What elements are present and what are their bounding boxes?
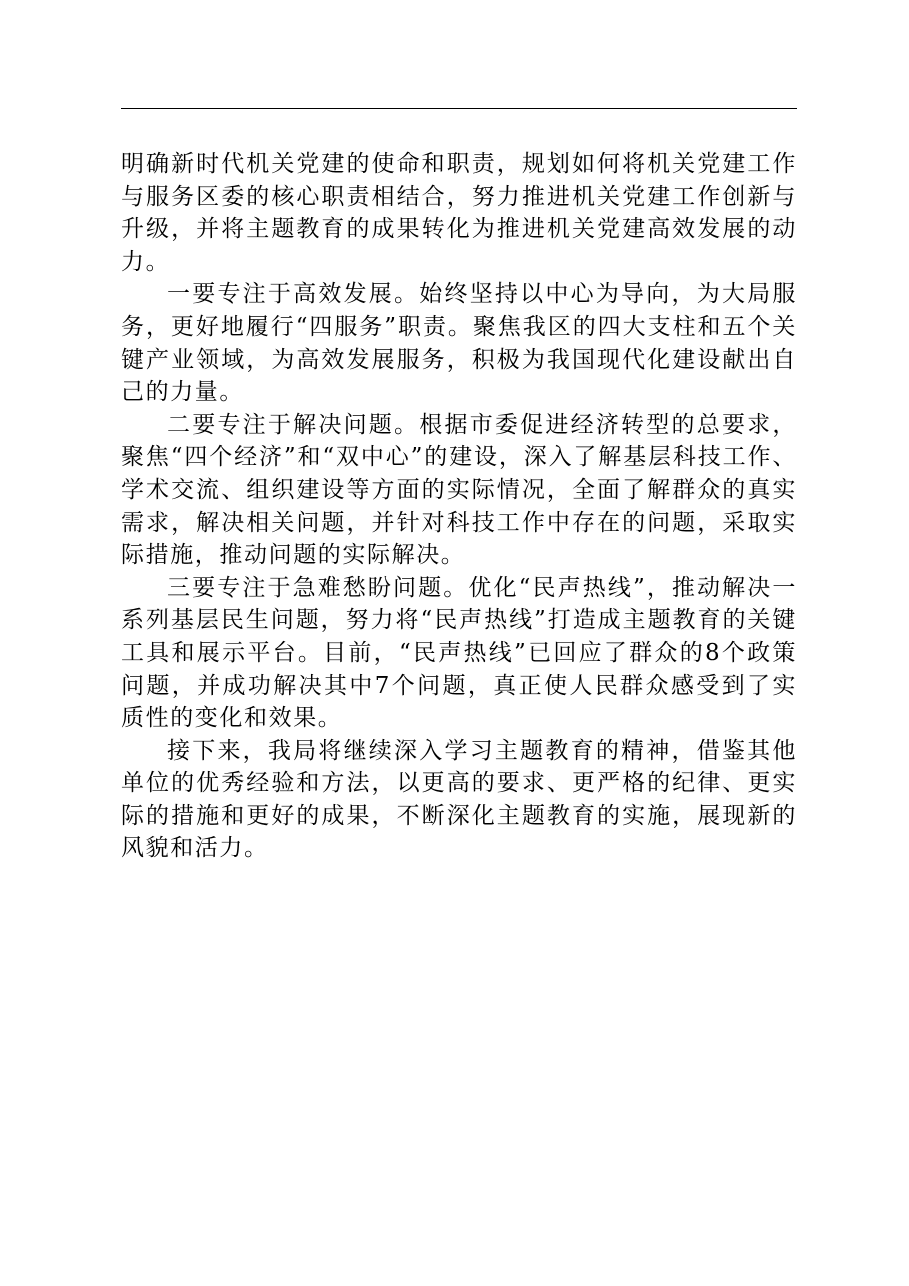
paragraph-continuation: 明确新时代机关党建的使命和职责，规划如何将机关党建工作与服务区委的核心职责相结合，努力推进机关党建工作创新与升级，并将主题教育的成果转化为推进机关党建高效发展的动力。 xyxy=(121,151,797,275)
header-divider xyxy=(121,108,797,109)
paragraph-efficient-development: 一要专注于高效发展。始终坚持以中心为导向，为大局服务，更好地履行“四服务”职责。聚焦我区的四大支柱和五个关键产业领域，为高效发展服务，积极为我国现代化建设献出自己的力量。 xyxy=(121,281,797,406)
paragraph-solving-problems: 二要专注于解决问题。根据市委促进经济转型的总要求，聚焦“四个经济”和“双中心”的建设，深入了解基层科技工作、学术交流、组织建设等方面的实际情况，全面了解群众的真实需求，解决相关问题，并针对科技工作中存在的问题，采取实际措施，推动问题的实际解决。 xyxy=(121,411,797,569)
paragraph-next-steps: 接下来，我局将继续深入学习主题教育的精神，借鉴其他单位的优秀经验和方法，以更高的要求、更严格的纪律、更实际的措施和更好的成果，不断深化主题教育的实施，展现新的风貌和活力。 xyxy=(121,737,797,862)
paragraph-urgent-issues: 三要专注于急难愁盼问题。优化“民声热线”，推动解决一系列基层民生问题，努力将“民声热线”打造成主题教育的关键工具和展示平台。目前，“民声热线”已回应了群众的8个政策问题，并成功解决其中7个问题，真正使人民群众感受到了实质性的变化和效果。 xyxy=(121,574,797,732)
document-body xyxy=(121,148,797,865)
